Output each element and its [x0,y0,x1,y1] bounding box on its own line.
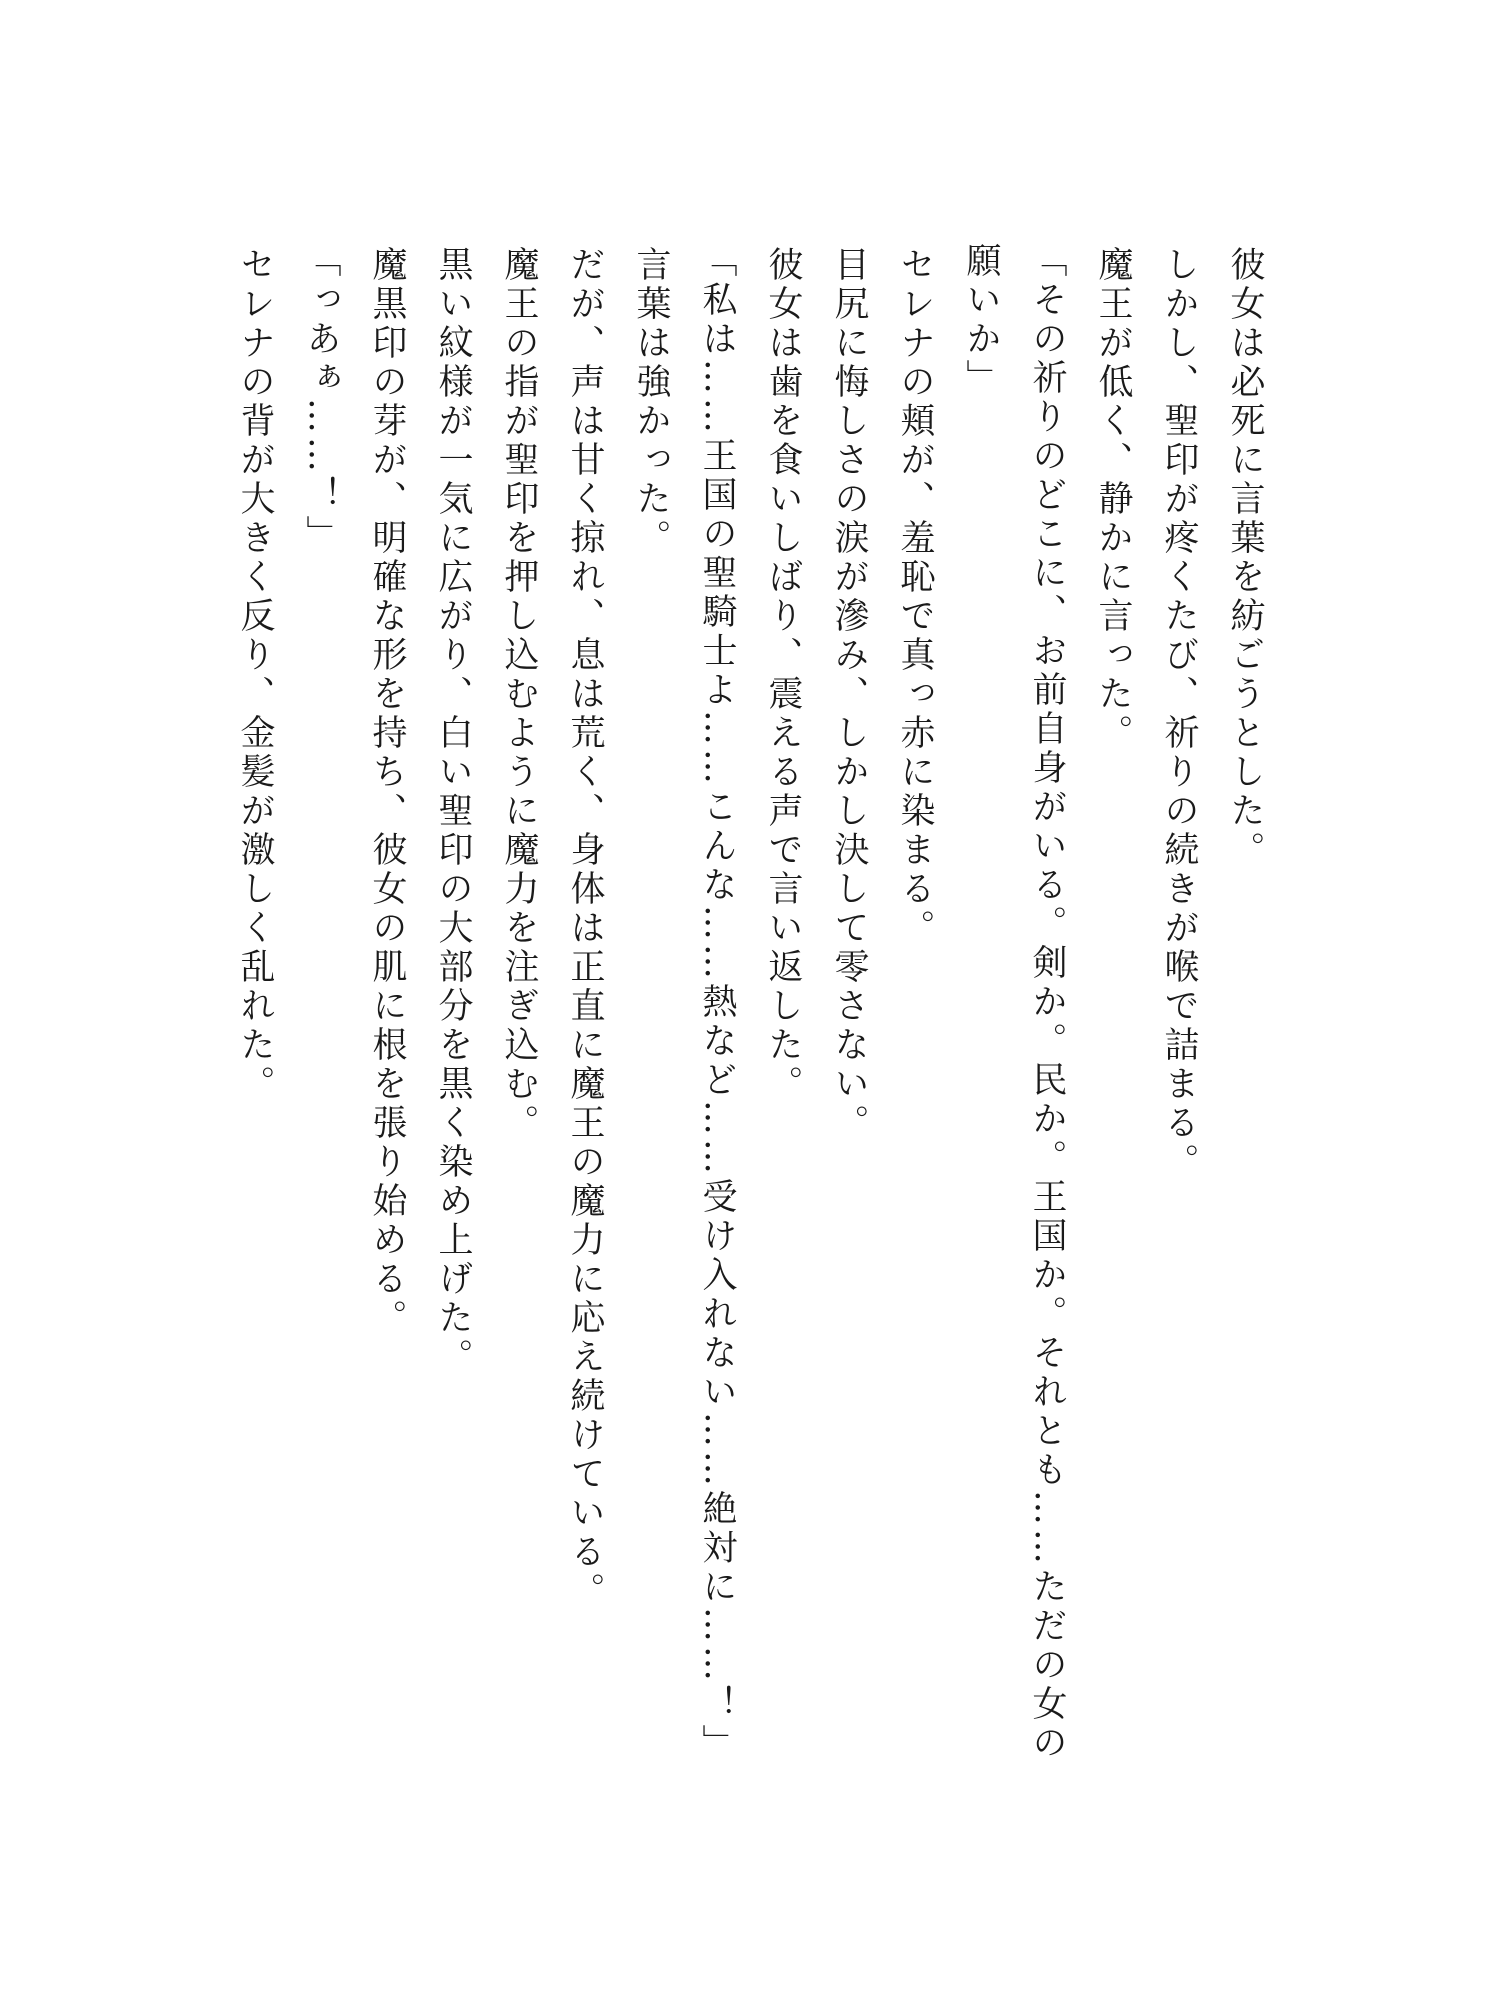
text-line: 彼女は必死に言葉を紡ごうとした。 [1225,246,1265,870]
text-line: 魔黒印の芽が、明確な形を持ち、彼女の肌に根を張り始める。 [367,246,407,1338]
text-line: だが、声は甘く掠れ、息は荒く、身体は正直に魔王の魔力に応え続けている。 [565,246,605,1611]
text-line: 目尻に悔しさの涙が滲み、しかし決して零さない。 [829,246,869,1143]
text-line: しかし、聖印が疼くたび、祈りの続きが喉で詰まる。 [1159,246,1199,1182]
text-line: セレナの背が大きく反り、金髪が激しく乱れた。 [235,246,275,1104]
text-line: 言葉は強かった。 [631,246,671,558]
text-line: 彼女は歯を食いしばり、震える声で言い返した。 [763,246,803,1104]
text-line: 魔王の指が聖印を押し込むように魔力を注ぎ込む。 [499,246,539,1143]
dialogue-line: 「その祈りのどこに、お前自身がいる。剣か。民か。王国か。それとも……ただの女の願いか」 [961,242,1067,1763]
text-line: 魔王が低く、静かに言った。 [1093,246,1133,753]
text-line: 黒い紋様が一気に広がり、白い聖印の大部分を黒く染め上げた。 [433,246,473,1377]
vertical-text-block [222,242,1278,1766]
text-line: セレナの頬が、羞恥で真っ赤に染まる。 [895,246,935,948]
dialogue-line: 「っあぁ……！」 [301,242,341,554]
dialogue-line: 「私は……王国の聖騎士よ……こんな……熱など……受け入れない……絶対に……！」 [697,242,737,1763]
